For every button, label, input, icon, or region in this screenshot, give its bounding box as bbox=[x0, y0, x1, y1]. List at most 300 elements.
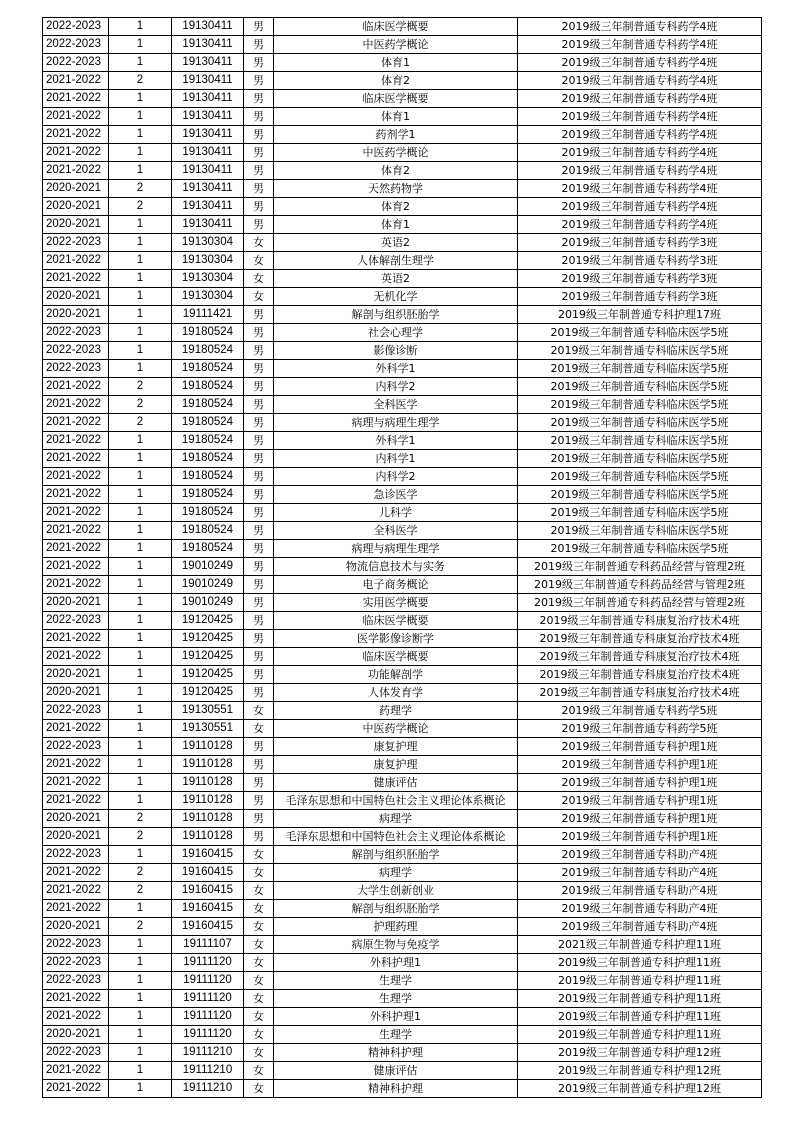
table-row bbox=[43, 1062, 762, 1080]
term-cell: 1 bbox=[109, 1044, 172, 1062]
school-year-cell: 2021-2022 bbox=[43, 144, 109, 162]
student-id-cell: 19120425 bbox=[172, 666, 244, 684]
course-name-cell: 电子商务概论 bbox=[274, 576, 518, 594]
student-id-cell: 19130411 bbox=[172, 108, 244, 126]
class-name-cell: 2019级三年制普通专科药学3班 bbox=[518, 252, 762, 270]
student-id-cell: 19130551 bbox=[172, 720, 244, 738]
gender-cell: 女 bbox=[244, 1044, 274, 1062]
gender-cell: 女 bbox=[244, 936, 274, 954]
school-year-cell: 2020-2021 bbox=[43, 684, 109, 702]
class-name-cell: 2019级三年制普通专科药学4班 bbox=[518, 108, 762, 126]
class-name-cell: 2019级三年制普通专科护理1班 bbox=[518, 810, 762, 828]
course-name-cell: 药剂学1 bbox=[274, 126, 518, 144]
course-name-cell: 无机化学 bbox=[274, 288, 518, 306]
course-name-cell: 英语2 bbox=[274, 270, 518, 288]
course-name-cell: 病理学 bbox=[274, 810, 518, 828]
student-id-cell: 19180524 bbox=[172, 378, 244, 396]
school-year-cell: 2021-2022 bbox=[43, 72, 109, 90]
class-name-cell: 2019级三年制普通专科临床医学5班 bbox=[518, 324, 762, 342]
student-id-cell: 19160415 bbox=[172, 918, 244, 936]
table-row bbox=[43, 1080, 762, 1098]
gender-cell: 男 bbox=[244, 36, 274, 54]
student-id-cell: 19180524 bbox=[172, 396, 244, 414]
course-name-cell: 精神科护理 bbox=[274, 1044, 518, 1062]
class-name-cell: 2019级三年制普通专科临床医学5班 bbox=[518, 342, 762, 360]
gender-cell: 女 bbox=[244, 918, 274, 936]
table-row bbox=[43, 162, 762, 180]
table-row bbox=[43, 630, 762, 648]
table-row bbox=[43, 738, 762, 756]
term-cell: 2 bbox=[109, 864, 172, 882]
course-name-cell: 体育2 bbox=[274, 198, 518, 216]
table-row bbox=[43, 1008, 762, 1026]
school-year-cell: 2021-2022 bbox=[43, 1080, 109, 1098]
course-name-cell: 精神科护理 bbox=[274, 1080, 518, 1098]
student-id-cell: 19120425 bbox=[172, 612, 244, 630]
school-year-cell: 2021-2022 bbox=[43, 540, 109, 558]
school-year-cell: 2021-2022 bbox=[43, 774, 109, 792]
table-row bbox=[43, 1044, 762, 1062]
gender-cell: 男 bbox=[244, 666, 274, 684]
gender-cell: 男 bbox=[244, 576, 274, 594]
term-cell: 1 bbox=[109, 648, 172, 666]
school-year-cell: 2021-2022 bbox=[43, 576, 109, 594]
school-year-cell: 2020-2021 bbox=[43, 810, 109, 828]
school-year-cell: 2021-2022 bbox=[43, 396, 109, 414]
student-id-cell: 19010249 bbox=[172, 594, 244, 612]
student-id-cell: 19160415 bbox=[172, 846, 244, 864]
table-row bbox=[43, 234, 762, 252]
gender-cell: 男 bbox=[244, 414, 274, 432]
class-name-cell: 2019级三年制普通专科护理12班 bbox=[518, 1080, 762, 1098]
table-row bbox=[43, 666, 762, 684]
class-name-cell: 2019级三年制普通专科康复治疗技术4班 bbox=[518, 684, 762, 702]
school-year-cell: 2021-2022 bbox=[43, 720, 109, 738]
course-name-cell: 内科学2 bbox=[274, 378, 518, 396]
gender-cell: 女 bbox=[244, 1008, 274, 1026]
class-name-cell: 2019级三年制普通专科临床医学5班 bbox=[518, 540, 762, 558]
term-cell: 1 bbox=[109, 342, 172, 360]
term-cell: 2 bbox=[109, 882, 172, 900]
term-cell: 1 bbox=[109, 360, 172, 378]
student-id-cell: 19110128 bbox=[172, 756, 244, 774]
term-cell: 1 bbox=[109, 252, 172, 270]
school-year-cell: 2020-2021 bbox=[43, 306, 109, 324]
gender-cell: 男 bbox=[244, 594, 274, 612]
student-id-cell: 19160415 bbox=[172, 882, 244, 900]
course-name-cell: 解剖与组织胚胎学 bbox=[274, 900, 518, 918]
course-name-cell: 解剖与组织胚胎学 bbox=[274, 846, 518, 864]
term-cell: 2 bbox=[109, 198, 172, 216]
school-year-cell: 2022-2023 bbox=[43, 54, 109, 72]
term-cell: 1 bbox=[109, 1062, 172, 1080]
course-name-cell: 病理学 bbox=[274, 864, 518, 882]
course-name-cell: 中医药学概论 bbox=[274, 144, 518, 162]
school-year-cell: 2022-2023 bbox=[43, 738, 109, 756]
course-name-cell: 毛泽东思想和中国特色社会主义理论体系概论 bbox=[274, 828, 518, 846]
student-id-cell: 19160415 bbox=[172, 900, 244, 918]
class-name-cell: 2019级三年制普通专科药学5班 bbox=[518, 720, 762, 738]
term-cell: 1 bbox=[109, 144, 172, 162]
table-row bbox=[43, 936, 762, 954]
student-id-cell: 19130411 bbox=[172, 144, 244, 162]
table-row bbox=[43, 576, 762, 594]
table-row bbox=[43, 252, 762, 270]
class-name-cell: 2019级三年制普通专科护理12班 bbox=[518, 1044, 762, 1062]
course-name-cell: 儿科学 bbox=[274, 504, 518, 522]
course-name-cell: 临床医学概要 bbox=[274, 612, 518, 630]
term-cell: 1 bbox=[109, 1080, 172, 1098]
table-row bbox=[43, 144, 762, 162]
school-year-cell: 2022-2023 bbox=[43, 612, 109, 630]
term-cell: 1 bbox=[109, 612, 172, 630]
course-name-cell: 外科学1 bbox=[274, 432, 518, 450]
school-year-cell: 2020-2021 bbox=[43, 180, 109, 198]
school-year-cell: 2021-2022 bbox=[43, 504, 109, 522]
gender-cell: 女 bbox=[244, 882, 274, 900]
school-year-cell: 2022-2023 bbox=[43, 1044, 109, 1062]
class-name-cell: 2019级三年制普通专科药品经营与管理2班 bbox=[518, 576, 762, 594]
gender-cell: 男 bbox=[244, 630, 274, 648]
gender-cell: 女 bbox=[244, 990, 274, 1008]
student-id-cell: 19111120 bbox=[172, 1026, 244, 1044]
student-id-cell: 19110128 bbox=[172, 792, 244, 810]
school-year-cell: 2020-2021 bbox=[43, 828, 109, 846]
gender-cell: 男 bbox=[244, 378, 274, 396]
school-year-cell: 2021-2022 bbox=[43, 162, 109, 180]
course-name-cell: 解剖与组织胚胎学 bbox=[274, 306, 518, 324]
school-year-cell: 2021-2022 bbox=[43, 468, 109, 486]
gender-cell: 男 bbox=[244, 522, 274, 540]
school-year-cell: 2021-2022 bbox=[43, 990, 109, 1008]
class-name-cell: 2019级三年制普通专科护理11班 bbox=[518, 1008, 762, 1026]
term-cell: 1 bbox=[109, 936, 172, 954]
course-name-cell: 全科医学 bbox=[274, 522, 518, 540]
school-year-cell: 2021-2022 bbox=[43, 378, 109, 396]
class-name-cell: 2019级三年制普通专科临床医学5班 bbox=[518, 486, 762, 504]
gender-cell: 男 bbox=[244, 324, 274, 342]
school-year-cell: 2021-2022 bbox=[43, 432, 109, 450]
student-id-cell: 19110128 bbox=[172, 738, 244, 756]
class-name-cell: 2019级三年制普通专科护理11班 bbox=[518, 954, 762, 972]
gender-cell: 女 bbox=[244, 972, 274, 990]
table-row bbox=[43, 306, 762, 324]
course-name-cell: 物流信息技术与实务 bbox=[274, 558, 518, 576]
class-name-cell: 2019级三年制普通专科临床医学5班 bbox=[518, 396, 762, 414]
class-name-cell: 2019级三年制普通专科临床医学5班 bbox=[518, 504, 762, 522]
course-name-cell: 康复护理 bbox=[274, 756, 518, 774]
student-id-cell: 19180524 bbox=[172, 414, 244, 432]
class-name-cell: 2019级三年制普通专科药学4班 bbox=[518, 162, 762, 180]
class-name-cell: 2019级三年制普通专科临床医学5班 bbox=[518, 360, 762, 378]
school-year-cell: 2021-2022 bbox=[43, 900, 109, 918]
table-row bbox=[43, 414, 762, 432]
class-name-cell: 2019级三年制普通专科药学4班 bbox=[518, 198, 762, 216]
student-id-cell: 19111421 bbox=[172, 306, 244, 324]
student-id-cell: 19111120 bbox=[172, 990, 244, 1008]
table-row bbox=[43, 72, 762, 90]
class-name-cell: 2019级三年制普通专科临床医学5班 bbox=[518, 522, 762, 540]
gender-cell: 女 bbox=[244, 288, 274, 306]
course-name-cell: 临床医学概要 bbox=[274, 648, 518, 666]
term-cell: 2 bbox=[109, 72, 172, 90]
term-cell: 1 bbox=[109, 162, 172, 180]
course-name-cell: 中医药学概论 bbox=[274, 720, 518, 738]
student-id-cell: 19180524 bbox=[172, 432, 244, 450]
school-year-cell: 2022-2023 bbox=[43, 342, 109, 360]
course-name-cell: 社会心理学 bbox=[274, 324, 518, 342]
course-name-cell: 毛泽东思想和中国特色社会主义理论体系概论 bbox=[274, 792, 518, 810]
table-row bbox=[43, 216, 762, 234]
course-name-cell: 外科护理1 bbox=[274, 1008, 518, 1026]
student-id-cell: 19180524 bbox=[172, 486, 244, 504]
term-cell: 1 bbox=[109, 432, 172, 450]
gender-cell: 男 bbox=[244, 162, 274, 180]
school-year-cell: 2021-2022 bbox=[43, 648, 109, 666]
school-year-cell: 2020-2021 bbox=[43, 198, 109, 216]
student-id-cell: 19180524 bbox=[172, 360, 244, 378]
term-cell: 1 bbox=[109, 234, 172, 252]
course-name-cell: 病理与病理生理学 bbox=[274, 414, 518, 432]
table-row bbox=[43, 648, 762, 666]
course-name-cell: 外科学1 bbox=[274, 360, 518, 378]
course-name-cell: 临床医学概要 bbox=[274, 90, 518, 108]
course-name-cell: 健康评估 bbox=[274, 1062, 518, 1080]
class-name-cell: 2019级三年制普通专科药学4班 bbox=[518, 72, 762, 90]
class-name-cell: 2019级三年制普通专科药学3班 bbox=[518, 234, 762, 252]
table-row bbox=[43, 846, 762, 864]
student-id-cell: 19130411 bbox=[172, 72, 244, 90]
table-row bbox=[43, 486, 762, 504]
gender-cell: 女 bbox=[244, 900, 274, 918]
school-year-cell: 2021-2022 bbox=[43, 90, 109, 108]
school-year-cell: 2022-2023 bbox=[43, 18, 109, 36]
table-row bbox=[43, 270, 762, 288]
table-row bbox=[43, 684, 762, 702]
gender-cell: 女 bbox=[244, 252, 274, 270]
student-id-cell: 19160415 bbox=[172, 864, 244, 882]
term-cell: 2 bbox=[109, 918, 172, 936]
table-row bbox=[43, 54, 762, 72]
class-name-cell: 2019级三年制普通专科药学4班 bbox=[518, 54, 762, 72]
class-name-cell: 2019级三年制普通专科药学4班 bbox=[518, 36, 762, 54]
gender-cell: 女 bbox=[244, 864, 274, 882]
class-name-cell: 2019级三年制普通专科护理11班 bbox=[518, 972, 762, 990]
student-id-cell: 19110128 bbox=[172, 828, 244, 846]
class-name-cell: 2019级三年制普通专科临床医学5班 bbox=[518, 378, 762, 396]
term-cell: 1 bbox=[109, 792, 172, 810]
gender-cell: 男 bbox=[244, 558, 274, 576]
table-row bbox=[43, 108, 762, 126]
student-id-cell: 19111210 bbox=[172, 1062, 244, 1080]
term-cell: 1 bbox=[109, 306, 172, 324]
course-name-cell: 药理学 bbox=[274, 702, 518, 720]
course-name-cell: 功能解剖学 bbox=[274, 666, 518, 684]
gender-cell: 男 bbox=[244, 540, 274, 558]
term-cell: 1 bbox=[109, 990, 172, 1008]
school-year-cell: 2022-2023 bbox=[43, 324, 109, 342]
class-name-cell: 2019级三年制普通专科临床医学5班 bbox=[518, 468, 762, 486]
class-name-cell: 2019级三年制普通专科药品经营与管理2班 bbox=[518, 594, 762, 612]
school-year-cell: 2021-2022 bbox=[43, 756, 109, 774]
table-row bbox=[43, 558, 762, 576]
table-row bbox=[43, 180, 762, 198]
gender-cell: 男 bbox=[244, 450, 274, 468]
gender-cell: 男 bbox=[244, 180, 274, 198]
class-name-cell: 2019级三年制普通专科康复治疗技术4班 bbox=[518, 612, 762, 630]
term-cell: 1 bbox=[109, 486, 172, 504]
gender-cell: 男 bbox=[244, 468, 274, 486]
class-name-cell: 2019级三年制普通专科康复治疗技术4班 bbox=[518, 648, 762, 666]
student-id-cell: 19180524 bbox=[172, 468, 244, 486]
table-row bbox=[43, 90, 762, 108]
gender-cell: 男 bbox=[244, 90, 274, 108]
table-row bbox=[43, 198, 762, 216]
class-name-cell: 2019级三年制普通专科护理12班 bbox=[518, 1062, 762, 1080]
term-cell: 2 bbox=[109, 396, 172, 414]
gender-cell: 男 bbox=[244, 72, 274, 90]
gender-cell: 男 bbox=[244, 306, 274, 324]
table-row bbox=[43, 720, 762, 738]
class-name-cell: 2019级三年制普通专科临床医学5班 bbox=[518, 414, 762, 432]
table-row bbox=[43, 882, 762, 900]
class-name-cell: 2019级三年制普通专科药学4班 bbox=[518, 216, 762, 234]
student-id-cell: 19130411 bbox=[172, 198, 244, 216]
student-id-cell: 19130411 bbox=[172, 180, 244, 198]
school-year-cell: 2021-2022 bbox=[43, 792, 109, 810]
gender-cell: 男 bbox=[244, 198, 274, 216]
class-name-cell: 2019级三年制普通专科护理1班 bbox=[518, 792, 762, 810]
term-cell: 1 bbox=[109, 126, 172, 144]
table-row bbox=[43, 918, 762, 936]
term-cell: 1 bbox=[109, 288, 172, 306]
student-id-cell: 19111120 bbox=[172, 1008, 244, 1026]
term-cell: 1 bbox=[109, 756, 172, 774]
term-cell: 1 bbox=[109, 630, 172, 648]
gender-cell: 男 bbox=[244, 810, 274, 828]
class-name-cell: 2019级三年制普通专科药学4班 bbox=[518, 180, 762, 198]
school-year-cell: 2021-2022 bbox=[43, 558, 109, 576]
gender-cell: 男 bbox=[244, 756, 274, 774]
student-id-cell: 19180524 bbox=[172, 342, 244, 360]
table-row bbox=[43, 900, 762, 918]
class-name-cell: 2019级三年制普通专科助产4班 bbox=[518, 864, 762, 882]
course-name-cell: 生理学 bbox=[274, 990, 518, 1008]
course-name-cell: 健康评估 bbox=[274, 774, 518, 792]
school-year-cell: 2021-2022 bbox=[43, 108, 109, 126]
school-year-cell: 2021-2022 bbox=[43, 864, 109, 882]
gender-cell: 女 bbox=[244, 954, 274, 972]
class-name-cell: 2019级三年制普通专科护理17班 bbox=[518, 306, 762, 324]
class-name-cell: 2019级三年制普通专科药学3班 bbox=[518, 270, 762, 288]
course-name-cell: 体育2 bbox=[274, 162, 518, 180]
student-id-cell: 19180524 bbox=[172, 540, 244, 558]
student-id-cell: 19180524 bbox=[172, 522, 244, 540]
table-row bbox=[43, 594, 762, 612]
school-year-cell: 2021-2022 bbox=[43, 1062, 109, 1080]
term-cell: 1 bbox=[109, 954, 172, 972]
course-name-cell: 全科医学 bbox=[274, 396, 518, 414]
gender-cell: 男 bbox=[244, 18, 274, 36]
class-name-cell: 2019级三年制普通专科药学4班 bbox=[518, 18, 762, 36]
course-name-cell: 医学影像诊断学 bbox=[274, 630, 518, 648]
student-id-cell: 19120425 bbox=[172, 630, 244, 648]
student-id-cell: 19130411 bbox=[172, 18, 244, 36]
school-year-cell: 2021-2022 bbox=[43, 522, 109, 540]
course-name-cell: 影像诊断 bbox=[274, 342, 518, 360]
table-row bbox=[43, 432, 762, 450]
student-id-cell: 19111120 bbox=[172, 972, 244, 990]
student-id-cell: 19180524 bbox=[172, 324, 244, 342]
student-id-cell: 19110128 bbox=[172, 774, 244, 792]
term-cell: 1 bbox=[109, 900, 172, 918]
course-name-cell: 体育1 bbox=[274, 54, 518, 72]
school-year-cell: 2022-2023 bbox=[43, 972, 109, 990]
term-cell: 1 bbox=[109, 576, 172, 594]
term-cell: 1 bbox=[109, 720, 172, 738]
course-name-cell: 外科护理1 bbox=[274, 954, 518, 972]
class-name-cell: 2019级三年制普通专科药学4班 bbox=[518, 126, 762, 144]
table-row bbox=[43, 864, 762, 882]
school-year-cell: 2021-2022 bbox=[43, 252, 109, 270]
gender-cell: 男 bbox=[244, 108, 274, 126]
course-name-cell: 护理药理 bbox=[274, 918, 518, 936]
course-name-cell: 大学生创新创业 bbox=[274, 882, 518, 900]
term-cell: 1 bbox=[109, 702, 172, 720]
gender-cell: 女 bbox=[244, 1080, 274, 1098]
school-year-cell: 2021-2022 bbox=[43, 126, 109, 144]
gender-cell: 女 bbox=[244, 720, 274, 738]
table-row bbox=[43, 540, 762, 558]
gender-cell: 男 bbox=[244, 774, 274, 792]
school-year-cell: 2022-2023 bbox=[43, 936, 109, 954]
term-cell: 2 bbox=[109, 810, 172, 828]
table-row bbox=[43, 504, 762, 522]
school-year-cell: 2021-2022 bbox=[43, 450, 109, 468]
school-year-cell: 2020-2021 bbox=[43, 666, 109, 684]
school-year-cell: 2021-2022 bbox=[43, 270, 109, 288]
school-year-cell: 2020-2021 bbox=[43, 1026, 109, 1044]
school-year-cell: 2021-2022 bbox=[43, 630, 109, 648]
course-name-cell: 内科学2 bbox=[274, 468, 518, 486]
term-cell: 1 bbox=[109, 324, 172, 342]
student-id-cell: 19130411 bbox=[172, 162, 244, 180]
school-year-cell: 2020-2021 bbox=[43, 594, 109, 612]
school-year-cell: 2021-2022 bbox=[43, 1008, 109, 1026]
table-row bbox=[43, 756, 762, 774]
term-cell: 1 bbox=[109, 1026, 172, 1044]
term-cell: 1 bbox=[109, 468, 172, 486]
table-row bbox=[43, 972, 762, 990]
term-cell: 1 bbox=[109, 684, 172, 702]
term-cell: 1 bbox=[109, 846, 172, 864]
class-name-cell: 2019级三年制普通专科药学5班 bbox=[518, 702, 762, 720]
class-name-cell: 2019级三年制普通专科药学4班 bbox=[518, 90, 762, 108]
table-row bbox=[43, 1026, 762, 1044]
gender-cell: 男 bbox=[244, 504, 274, 522]
term-cell: 1 bbox=[109, 270, 172, 288]
gender-cell: 男 bbox=[244, 396, 274, 414]
course-name-cell: 生理学 bbox=[274, 972, 518, 990]
class-name-cell: 2019级三年制普通专科护理1班 bbox=[518, 756, 762, 774]
term-cell: 1 bbox=[109, 522, 172, 540]
table-row bbox=[43, 450, 762, 468]
term-cell: 2 bbox=[109, 378, 172, 396]
term-cell: 1 bbox=[109, 774, 172, 792]
term-cell: 1 bbox=[109, 504, 172, 522]
class-name-cell: 2019级三年制普通专科临床医学5班 bbox=[518, 432, 762, 450]
school-year-cell: 2022-2023 bbox=[43, 36, 109, 54]
